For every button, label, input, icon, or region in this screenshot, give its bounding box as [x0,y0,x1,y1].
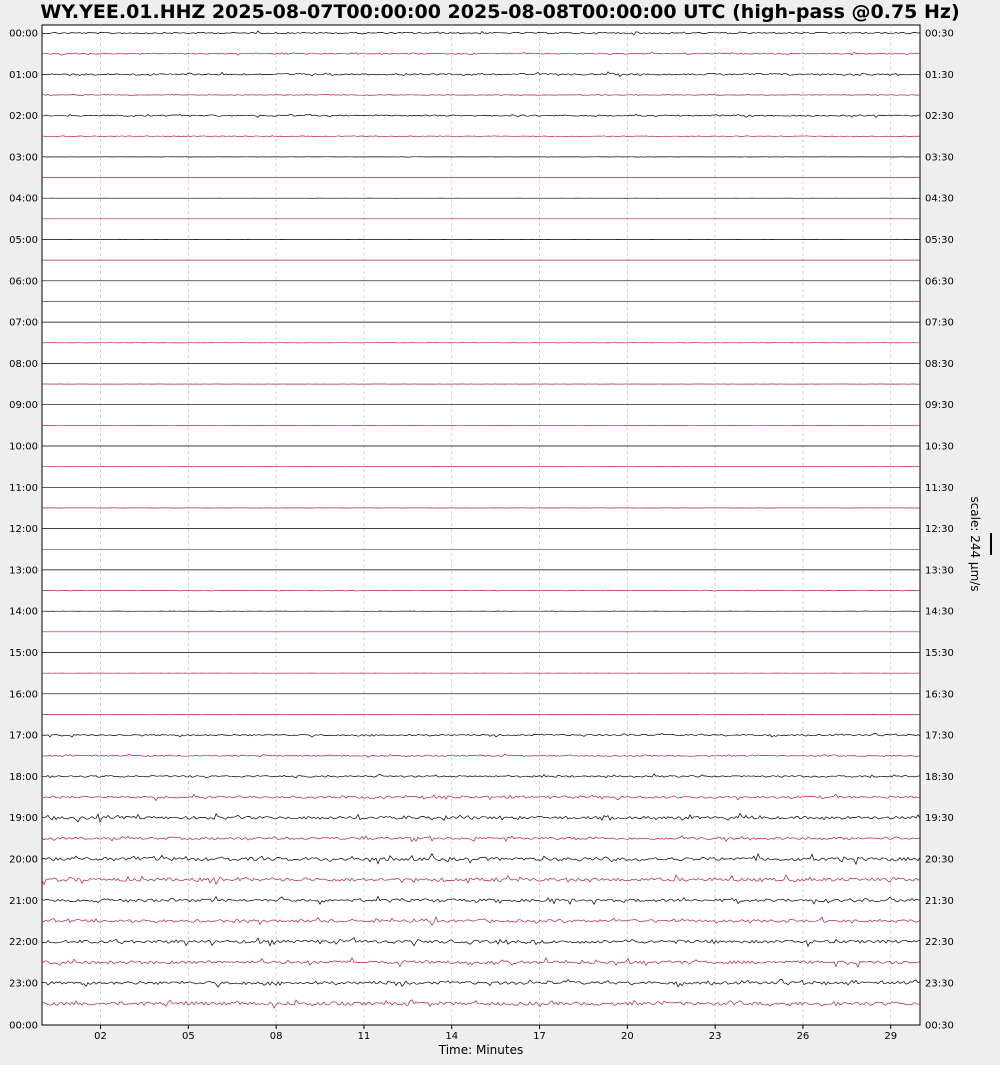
left-hour-label: 07:00 [9,317,38,329]
x-tick-label: 14 [445,1031,459,1042]
left-hour-label: 20:00 [9,854,38,866]
right-hour-label: 17:30 [925,730,954,742]
right-hour-label: 10:30 [925,441,954,453]
left-hour-label: 01:00 [9,69,38,81]
left-hour-label: 06:00 [9,276,38,288]
right-hour-label: 18:30 [925,771,954,783]
right-hour-label: 16:30 [925,689,954,701]
left-hour-label: 15:00 [9,648,38,659]
scale-label: scale: 244 μm/s [968,496,982,592]
right-hour-label: 09:30 [925,400,954,412]
right-hour-label: 12:30 [925,524,954,536]
right-hour-label: 19:30 [925,813,954,825]
right-hour-label: 07:30 [925,317,954,329]
right-hour-label: 04:30 [925,193,954,205]
right-hour-label: 15:30 [925,648,954,659]
right-hour-label: 02:30 [925,111,954,123]
right-hour-label: 23:30 [925,978,954,990]
right-hour-label: 05:30 [925,235,954,246]
x-tick-label: 20 [620,1031,634,1042]
x-axis-label: Time: Minutes [438,1043,524,1057]
right-hour-label: 03:30 [925,152,954,164]
x-tick-label: 11 [357,1031,371,1042]
left-hour-label: 23:00 [9,978,38,990]
left-hour-label: 08:00 [9,358,38,370]
left-hour-label: 04:00 [9,193,38,205]
left-hour-label: 11:00 [9,482,38,494]
right-hour-label: 11:30 [925,482,954,494]
left-hour-label: 18:00 [9,771,38,783]
left-hour-label: 03:00 [9,152,38,164]
x-tick-labels [94,1031,897,1042]
right-hour-label: 01:30 [925,69,954,81]
left-hour-label: 17:00 [9,730,38,742]
plot-area [42,25,920,1025]
left-hour-label: 21:00 [9,895,38,907]
left-hour-label: 02:00 [9,111,38,123]
left-hour-label: 14:00 [9,606,38,618]
right-hour-label: 22:30 [925,937,954,949]
right-hour-labels [925,29,954,1032]
right-hour-label: 14:30 [925,606,954,618]
right-hour-label: 06:30 [925,276,954,288]
right-hour-label: 21:30 [925,895,954,907]
left-hour-label: 05:00 [9,235,38,246]
right-hour-label: 20:30 [925,854,954,866]
left-hour-label: 22:00 [9,937,38,949]
left-hour-label: 12:00 [9,524,38,536]
left-hour-label: 10:00 [9,441,38,453]
left-hour-label: 16:00 [9,689,38,701]
left-hour-labels [9,29,38,1032]
x-tick-label: 02 [94,1031,107,1042]
right-hour-label: 00:30 [925,1020,954,1032]
x-tick-label: 26 [796,1031,810,1042]
right-hour-label: 08:30 [925,358,954,370]
left-hour-label: 13:00 [9,565,38,577]
right-hour-label: 13:30 [925,565,954,577]
x-tick-label: 23 [708,1031,722,1042]
x-tick-label: 08 [269,1031,283,1042]
right-hour-label: 00:30 [925,28,954,40]
x-tick-label: 05 [181,1031,195,1042]
x-tick-label: 29 [884,1031,898,1042]
left-hour-label: 00:00 [9,28,38,40]
x-tick-label: 17 [533,1031,546,1042]
left-hour-label: 19:00 [9,813,38,825]
chart-title: WY.YEE.01.HHZ 2025-08-07T00:00:00 2025-08-08T00:00:00 UTC (high-pass @0.75 Hz) [40,1,960,23]
left-hour-label: 00:00 [9,1020,38,1032]
left-hour-label: 09:00 [9,400,38,412]
